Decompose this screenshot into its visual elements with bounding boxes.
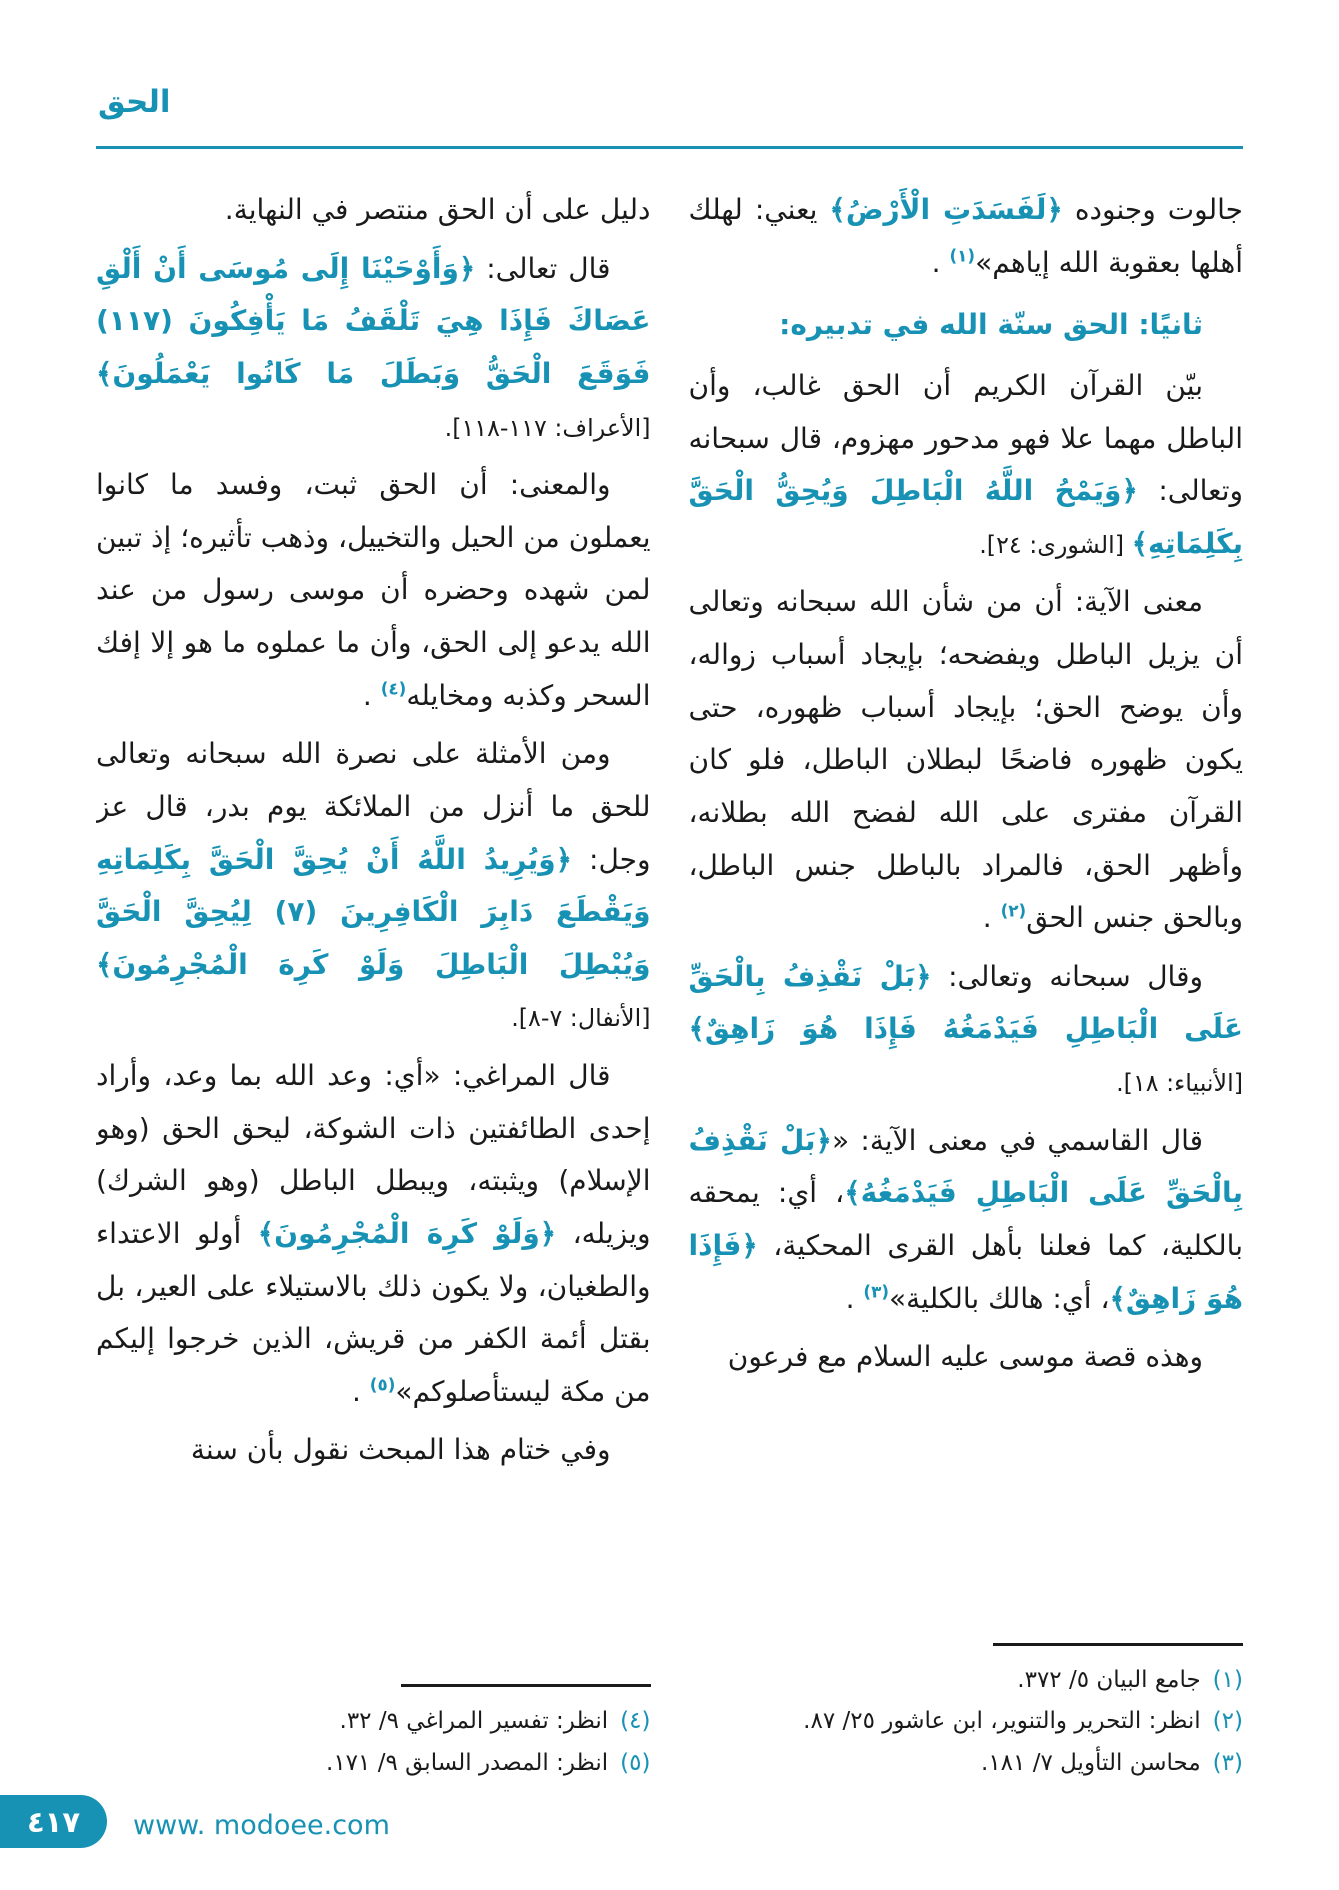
body-text: . — [982, 901, 1001, 935]
quran-verse: ﴿لَفَسَدَتِ الْأَرْضُ﴾ — [829, 193, 1063, 226]
body-text: ، أي: يمحقه بالكلية، كما فعلنا بأهل القرى المحكية، — [688, 1176, 1243, 1262]
column-footnotes — [96, 1672, 651, 1784]
body-text: قال القاسمي في معنى الآية: « — [831, 1123, 1204, 1157]
page-header-title: الحق — [98, 84, 171, 120]
quran-verse: ﴿بَلْ نَقْذِفُ بِالْحَقِّ عَلَى الْبَاطِلِ فَيَدْمَغُهُ﴾ — [688, 1123, 1243, 1210]
body-text: وهذه قصة موسى عليه السلام مع فرعون — [727, 1340, 1203, 1374]
quran-verse: ﴿بَلْ نَقْذِفُ بِالْحَقِّ عَلَى الْبَاطِلِ فَيَدْمَغُهُ فَإِذَا هُوَ زَاهِقٌ﴾ — [688, 959, 1243, 1046]
footnote-text: جامع البيان ٥/ ٣٧٢. — [1017, 1666, 1201, 1693]
paragraph — [96, 184, 651, 237]
footnote-divider — [401, 1684, 651, 1687]
footnote-ref: (٥) — [369, 1374, 396, 1395]
body-text: جالوت وجنوده — [1062, 193, 1243, 226]
footnote-item — [689, 1701, 1244, 1742]
body-text: أولو الاعتداء والطغيان، ولا يكون ذلك بالاستيلاء على العير، بل بقتل أئمة الكفر من قريش، الذين خرجوا إليكم من مكة ليستأصلوكم» — [96, 1216, 651, 1408]
footnote-marker: (٣) — [1212, 1749, 1243, 1776]
verse-reference: [الشورى: ٢٤]. — [979, 530, 1132, 559]
footnote-item — [96, 1743, 651, 1784]
page-number: ٤١٧ — [26, 1804, 81, 1839]
footnote-ref: (٤) — [380, 678, 407, 699]
paragraph — [96, 459, 651, 722]
quran-verse: ﴿وَيَمْحُ اللَّهُ الْبَاطِلَ وَيُحِقُّ الْحَقَّ بِكَلِمَاتِهِ﴾ — [688, 474, 1243, 560]
column-footnotes — [689, 1631, 1244, 1784]
footnote-item — [689, 1743, 1244, 1784]
footnote-marker: (٥) — [620, 1749, 651, 1776]
quran-verse: ﴿وَأَوْحَيْنَا إِلَى مُوسَى أَنْ أَلْقِ عَصَاكَ فَإِذَا هِيَ تَلْقَفُ مَا يَأْفِكُونَ (١١٧) فَوَقَعَ الْحَقُّ وَبَطَلَ مَا كَانُوا يَعْمَلُونَ﴾ — [96, 251, 651, 390]
column-paragraphs — [96, 184, 651, 1483]
footnote-text: محاسن التأويل ٧/ ١٨١. — [981, 1749, 1201, 1776]
paragraph — [689, 1115, 1244, 1326]
paragraph — [96, 1424, 651, 1477]
paragraph — [96, 728, 651, 1044]
body-text: وفي ختام هذا المبحث نقول بأن سنة — [190, 1433, 611, 1467]
body-text: قال المراغي: «أي: وعد الله بما وعد، وأراد إحدى الطائفتين ذات الشوكة، ليحق الحق (وهو الإسلام) ويثبته، ويبطل الباطل (وهو الشرك) ويزيله، — [96, 1059, 651, 1250]
footnote-marker: (١) — [1212, 1666, 1243, 1693]
paragraph — [689, 576, 1244, 944]
body-text: . — [931, 245, 950, 279]
paragraph — [689, 184, 1244, 289]
footnote-ref: (٣) — [863, 1281, 890, 1302]
footnote-marker: (٢) — [1212, 1708, 1243, 1735]
website-link[interactable]: www. modoee.com — [133, 1810, 390, 1841]
footnote-ref: (١) — [949, 245, 976, 266]
footnote-list — [96, 1701, 651, 1784]
column-paragraphs — [689, 184, 1244, 1390]
footnote-text: انظر: التحرير والتنوير، ابن عاشور ٢٥/ ٨٧. — [803, 1708, 1201, 1735]
body-text: . — [351, 1374, 370, 1408]
verse-reference: [الأنبياء: ١٨]. — [1116, 1069, 1243, 1097]
column-right — [689, 184, 1244, 1784]
body-text: بيّن القرآن الكريم أن الحق غالب، وأن الباطل مهما علا فهو مدحور مهزوم، قال سبحانه وتعالى: — [688, 368, 1243, 508]
body-text: يعني: لهلك أهلها بعقوبة الله إياهم» — [688, 193, 1243, 279]
heading-text: ثانيًا: الحق سنّة الله في تدبيره: — [779, 308, 1203, 342]
content-columns — [96, 184, 1243, 1784]
paragraph — [689, 951, 1244, 1109]
quran-verse: ﴿فَإِذَا هُوَ زَاهِقٌ﴾ — [688, 1228, 1243, 1315]
page-number-badge — [0, 1795, 107, 1848]
body-text: وقال سبحانه وتعالى: — [931, 959, 1203, 993]
header-divider — [96, 146, 1243, 149]
footnote-item — [689, 1660, 1244, 1701]
paragraph — [96, 1050, 651, 1418]
verse-reference: [الأنفال: ٧-٨]. — [511, 1004, 651, 1033]
body-text: معنى الآية: أن من شأن الله سبحانه وتعالى أن يزيل الباطل ويفضحه؛ بإيجاد أسباب زواله، وأن يوضح الحق؛ بإيجاد أسباب ظهوره، حتى يكون ظهوره فاضحًا لبطلان الباطل، فلو كان القرآن مفترى على الله لفضح الله بطلانه، وأظهر الحق، فالمراد بالباطل جنس الباطل، وبالحق جنس الحق — [688, 585, 1243, 935]
paragraph — [689, 360, 1244, 571]
body-text: ، أي: هالك بالكلية» — [889, 1281, 1110, 1315]
footnote-list — [689, 1660, 1244, 1784]
body-text: . — [362, 678, 381, 712]
verse-reference: [الأعراف: ١١٧-١١٨]. — [444, 413, 651, 442]
paragraph — [96, 243, 651, 454]
section-heading — [689, 299, 1244, 352]
quran-verse: ﴿وَيُرِيدُ اللَّهُ أَنْ يُحِقَّ الْحَقَّ بِكَلِمَاتِهِ وَيَقْطَعَ دَابِرَ الْكَافِرِينَ (٧) لِيُحِقَّ الْحَقَّ وَيُبْطِلَ الْبَاطِلَ وَلَوْ كَرِهَ الْمُجْرِمُونَ﴾ — [96, 842, 651, 981]
footnote-item — [96, 1701, 651, 1742]
body-text: . — [845, 1281, 864, 1315]
quran-verse: ﴿وَلَوْ كَرِهَ الْمُجْرِمُونَ﴾ — [257, 1216, 557, 1250]
footnote-marker: (٤) — [620, 1708, 651, 1735]
body-text: ومن الأمثلة على نصرة الله سبحانه وتعالى للحق ما أنزل من الملائكة يوم بدر، قال عز وجل: — [96, 737, 651, 876]
footnote-divider — [993, 1643, 1243, 1646]
body-text: دليل على أن الحق منتصر في النهاية. — [224, 193, 651, 226]
footnote-ref: (٢) — [1000, 900, 1027, 921]
footnote-text: انظر: المصدر السابق ٩/ ١٧١. — [326, 1749, 609, 1776]
footnote-text: انظر: تفسير المراغي ٩/ ٣٢. — [339, 1708, 609, 1735]
body-text: قال تعالى: — [475, 251, 611, 285]
paragraph — [689, 1331, 1244, 1384]
body-text: والمعنى: أن الحق ثبت، وفسد ما كانوا يعملون من الحيل والتخييل، وذهب تأثيره؛ إذ تبين لمن شهده وحضره أن موسى رسول من عند الله يدعو إلى الحق، وأن ما عملوه ما هو إلا إفك السحر وكذبه ومخايله — [96, 468, 651, 712]
column-left — [96, 184, 651, 1784]
